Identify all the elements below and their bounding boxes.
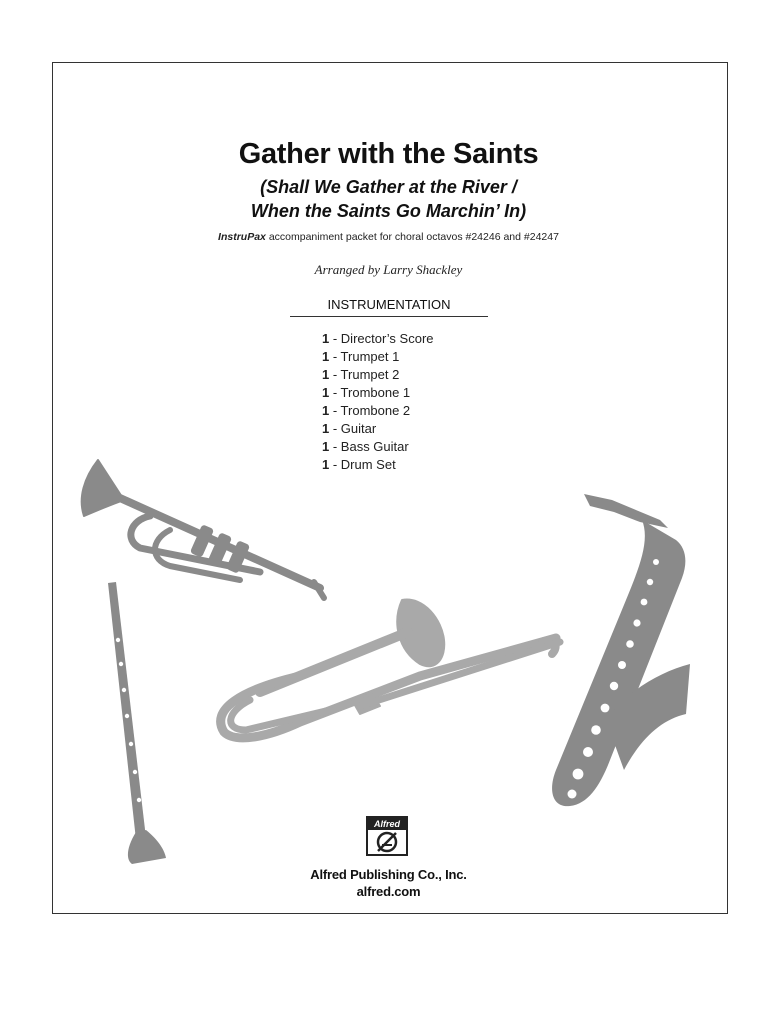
part-item: 1 - Guitar <box>322 421 377 436</box>
publisher-website: alfred.com <box>356 884 421 899</box>
subtitle-line-1: (Shall We Gather at the River / <box>260 177 517 197</box>
packet-brand: InstruPax <box>218 231 266 243</box>
part-item: 1 - Trumpet 1 <box>322 349 400 364</box>
trombone-icon <box>221 600 560 738</box>
publisher-name: Alfred Publishing Co., Inc. <box>310 867 467 882</box>
part-item: 1 - Trombone 2 <box>322 403 411 418</box>
logo-emblem-icon <box>372 831 402 853</box>
saxophone-icon <box>552 494 690 806</box>
clarinet-icon <box>108 582 166 864</box>
score-title: Gather with the Saints <box>238 138 539 170</box>
part-item: 1 - Director’s Score <box>322 331 434 346</box>
instrumentation-heading: INSTRUMENTATION <box>290 297 488 317</box>
part-item: 1 - Trumpet 2 <box>322 367 400 382</box>
subtitle-line-2: When the Saints Go Marchin’ In) <box>250 201 527 221</box>
trumpet-icon <box>82 460 324 598</box>
alfred-logo <box>366 816 408 856</box>
logo-wordmark: Alfred <box>368 818 406 830</box>
arranger-credit: Arranged by Larry Shackley <box>314 262 463 277</box>
part-item: 1 - Drum Set <box>322 457 396 472</box>
packet-text: accompaniment packet for choral octavos #24246 and #24247 <box>265 231 559 243</box>
part-item: 1 - Bass Guitar <box>322 439 409 454</box>
part-item: 1 - Trombone 1 <box>322 385 411 400</box>
